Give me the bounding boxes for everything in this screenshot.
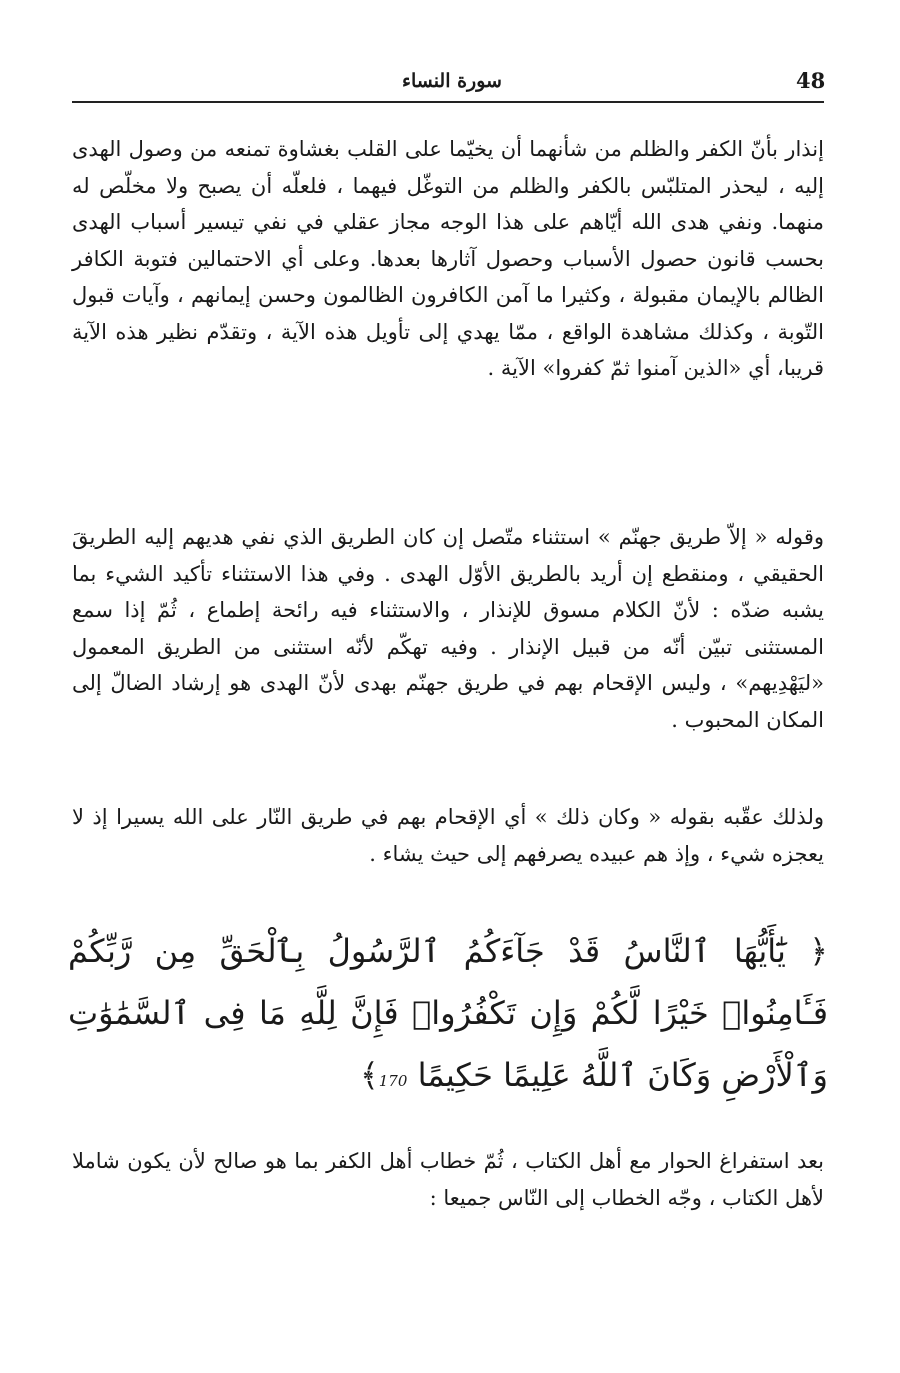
verse-close-bracket: ﴾ — [360, 1056, 379, 1094]
paragraph-4: بعد استفراغ الحوار مع أهل الكتاب ، ثُمّ خطاب أهل الكفر بما هو صالح لأن يكون شاملا لأهل الكتاب ، وجّه الخطاب إلى النّاس جميعا : — [72, 1149, 824, 1210]
paragraph-1: إنذار بأنّ الكفر والظلم من شأنهما أن يخيّما على القلب بغشاوة تمنعه من وصول الهدى إليه ، ليحذر المتلبّس بالكفر والظلم من التوغّل فيهما ، فلعلّه أن يصبح ولا مخلّص له منهما. ونفي هدى الله أيّاهم على هذا الوجه مجاز عقلي في نفي تيسير أسباب الهدى بحسب قانون حصول الأسباب وحصول آثارها بعدها. وعلى أي الاحتمالين فتوبة الكافر الظالم بالإيمان مقبولة ، وكثيرا ما آمن الكافرون الظالمون وحسن إيمانهم ، وآيات قبول التّوبة ، وكذلك مشاهدة الواقع ، ممّا يهدي إلى تأويل هذه الآية ، وتقدّم نظير هذه الآية قريبا، أي «الذين آمنوا ثمّ كفروا» الآية . — [72, 137, 824, 380]
quran-verse — [68, 920, 828, 1112]
paragraph-3: ولذلك عقّبه بقوله « وكان ذلك » أي الإقحام بهم في طريق النّار على الله يسيرا إذ لا يعجزه شيء ، وإذ هم عبيده يصرفهم إلى حيث يشاء . — [72, 805, 824, 866]
verse-number: 170 — [378, 1072, 408, 1090]
header-rule — [72, 101, 824, 103]
page-number: 48 — [796, 68, 826, 93]
verse-open-bracket: ﴿ — [809, 932, 829, 970]
running-title: سورة النساء — [402, 70, 502, 92]
paragraph-2: وقوله « إلاّ طريق جهنّم » استثناء متّصل إن كان الطريق الذي نفي هديهم إليه الطريقَ الحقيقي ، ومنقطع إن أريد بالطريق الأوّل الهدى . وفي هذا الاستثناء تأكيد الشيء بما يشبه ضدّه : لأنّ الكلام مسوق للإنذار ، والاستثناء فيه رائحة إطماع ، ثُمّ إذا سمع المستثنى تبيّن أنّه من قبيل الإنذار . وفيه تهكّم لأنّه استثنى من الطريق المعمول «ليَهْدِيهم» ، وليس الإقحام بهم في طريق جهنّم بهدى لأنّ الهدى هو إرشاد الضالّ إلى المكان المحبوب . — [72, 525, 824, 732]
verse-text: يَٰٓأَيُّهَا ٱلنَّاسُ قَدْ جَآءَكُمُ ٱلرَّسُولُ بِٱلْحَقِّ مِن رَّبِّكُمْ فَـَٔامِنُوا۟ خَيْرًا لَّكُمْ وَإِن تَكْفُرُوا۟ فَإِنَّ لِلَّهِ مَا فِى ٱلسَّمَٰوَٰتِ وَٱلْأَرْضِ وَكَانَ ٱللَّهُ عَلِيمًا حَكِيمًا — [68, 932, 828, 1094]
page-header — [72, 64, 824, 100]
